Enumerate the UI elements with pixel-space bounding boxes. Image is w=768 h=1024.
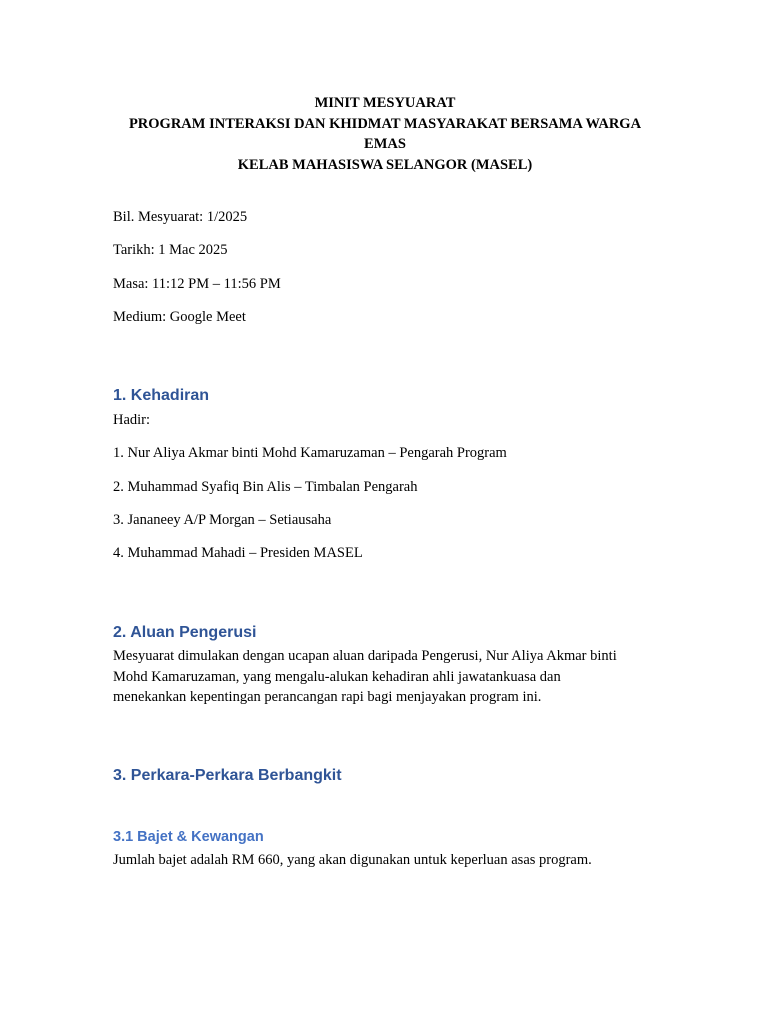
meta-tarikh: Tarikh: 1 Mac 2025 <box>113 242 228 258</box>
heading-aluan: 2. Aluan Pengerusi <box>113 624 257 641</box>
aluan-paragraph <box>113 646 657 708</box>
bajet-text: Jumlah bajet adalah RM 660, yang akan digunakan untuk keperluan asas program. <box>113 852 592 868</box>
heading-perkara: 3. Perkara-Perkara Berbangkit <box>113 767 342 784</box>
attendee-item: 2. Muhammad Syafiq Bin Alis – Timbalan Pengarah <box>113 479 418 495</box>
hadir-label: Hadir: <box>113 412 151 428</box>
aluan-line: menekankan kepentingan perancangan rapi bagi menjayakan program ini. <box>113 689 542 705</box>
attendee-item: 3. Jananeey A/P Morgan – Setiausaha <box>113 512 332 528</box>
meta-masa: Masa: 11:12 PM – 11:56 PM <box>113 276 281 292</box>
meta-bil: Bil. Mesyuarat: 1/2025 <box>113 209 248 225</box>
heading-kehadiran: 1. Kehadiran <box>113 387 210 404</box>
document-title <box>113 93 657 175</box>
aluan-line: Mesyuarat dimulakan dengan ucapan aluan daripada Pengerusi, Nur Aliya Akmar binti <box>113 648 617 664</box>
attendee-item: 4. Muhammad Mahadi – Presiden MASEL <box>113 545 363 561</box>
title-line-2: PROGRAM INTERAKSI DAN KHIDMAT MASYARAKAT BERSAMA WARGA <box>128 115 642 132</box>
aluan-line: Mohd Kamaruzaman, yang mengalu-alukan kehadiran ahli jawatankuasa dan <box>113 668 561 685</box>
title-line-4: KELAB MAHASISWA SELANGOR (MASEL) <box>237 156 533 173</box>
meta-medium: Medium: Google Meet <box>113 309 246 325</box>
title-line-3: EMAS <box>364 136 406 152</box>
heading-bajet: 3.1 Bajet & Kewangan <box>113 829 264 845</box>
attendee-item: 1. Nur Aliya Akmar binti Mohd Kamaruzaman – Pengarah Program <box>113 445 507 461</box>
title-line-1: MINIT MESYUARAT <box>314 95 456 111</box>
